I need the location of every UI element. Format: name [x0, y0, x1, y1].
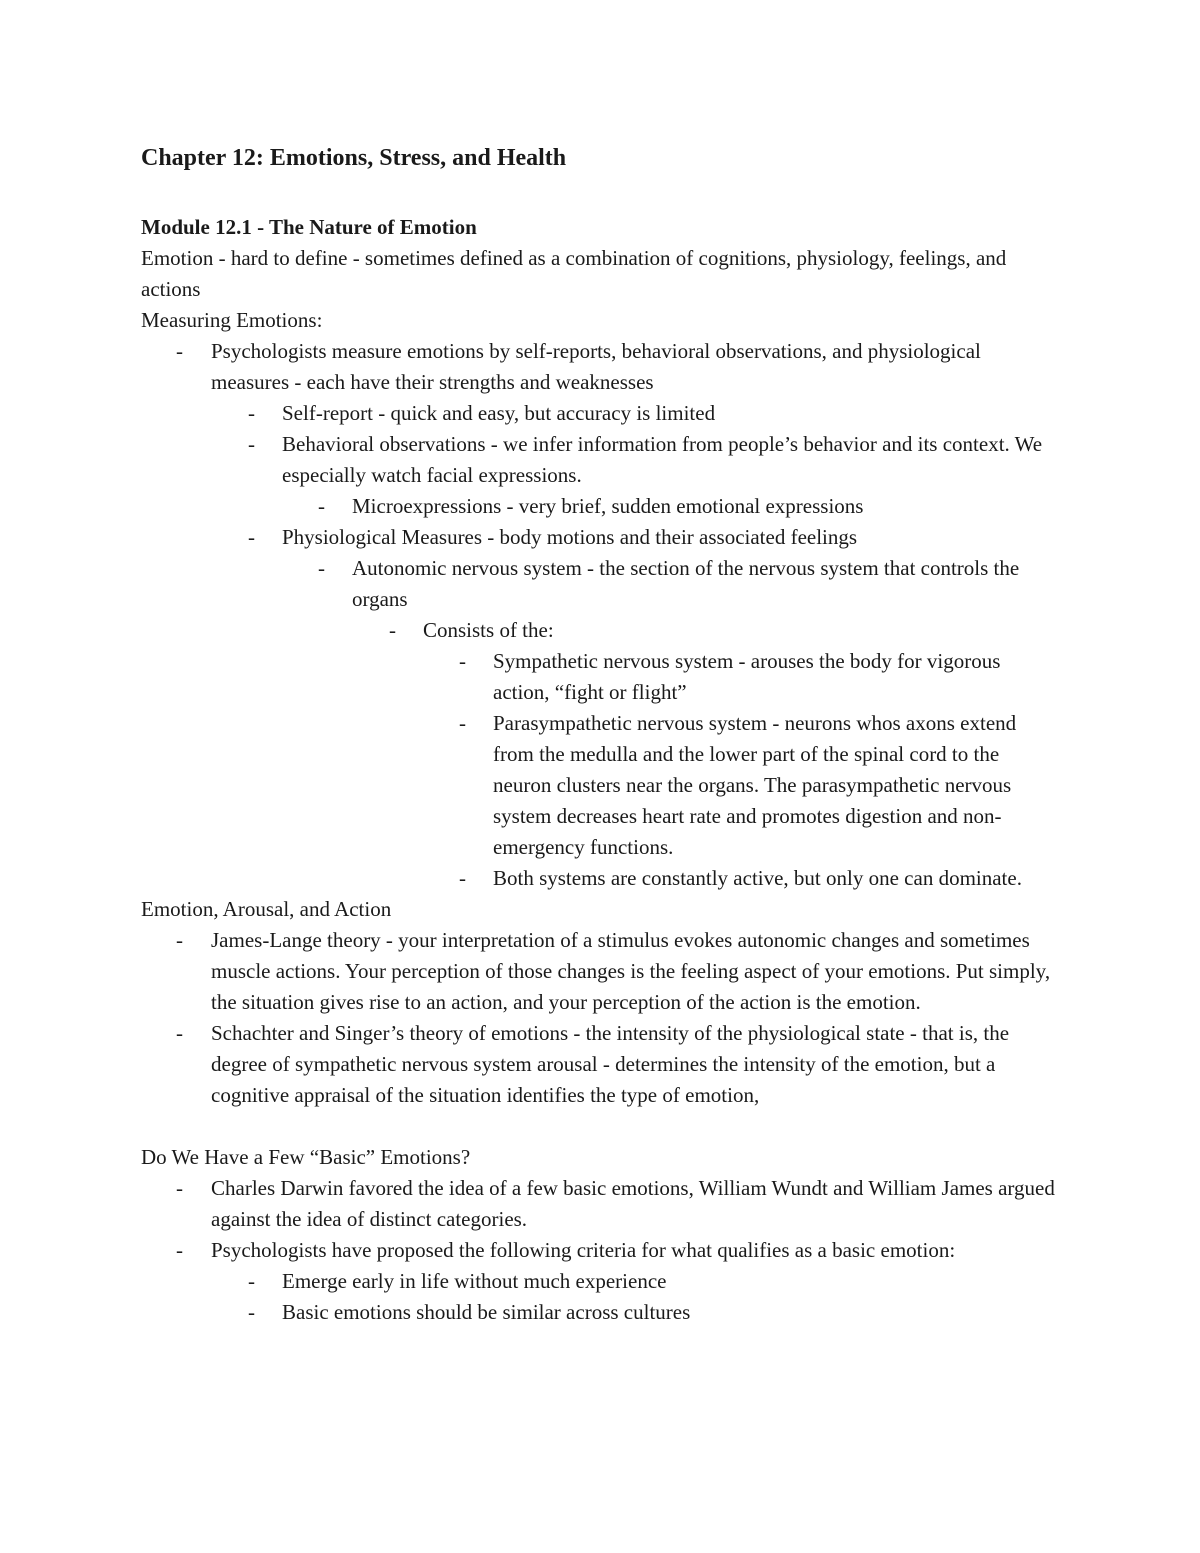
list-item	[141, 646, 1061, 708]
list-item	[141, 863, 1061, 894]
list-item	[141, 1297, 1061, 1328]
list-item-text: Behavioral observations - we infer information from people’s behavior and its context. We especially watch facial expressions.	[282, 432, 1043, 487]
list-item-text: Autonomic nervous system - the section of the nervous system that controls the organs	[352, 556, 1020, 611]
list-item-text: Schachter and Singer’s theory of emotions - the intensity of the physiological state - that is, the degree of sympathetic nervous system arousal - determines the intensity of the emotion, but a cognitive appraisal of the situation identifies the type of emotion,	[211, 1021, 1010, 1107]
list-item	[141, 1266, 1061, 1297]
bullet-dash: -	[318, 494, 325, 518]
bullet-dash: -	[176, 339, 183, 363]
module-heading: Module 12.1 - The Nature of Emotion	[141, 215, 477, 239]
document-body	[141, 141, 1061, 1328]
list-item-text: Consists of the:	[423, 618, 554, 642]
bullet-dash: -	[176, 928, 183, 952]
bullet-dash: -	[248, 525, 255, 549]
blank-line	[141, 1111, 1061, 1142]
bullet-dash: -	[459, 866, 466, 890]
list-item-text: Parasympathetic nervous system - neurons whos axons extend from the medulla and the lower part of the spinal cord to the neuron clusters near the organs. The parasympathetic nervous system decreases heart rate and promotes digestion and non-emergency functions.	[493, 711, 1017, 859]
bullet-dash: -	[176, 1176, 183, 1200]
arousal-heading: Emotion, Arousal, and Action	[141, 897, 392, 921]
list-item-text: Emerge early in life without much experience	[282, 1269, 667, 1293]
bullet-dash: -	[248, 1300, 255, 1324]
list-item	[141, 1018, 1061, 1111]
bullet-dash: -	[459, 649, 466, 673]
list-item-text: Sympathetic nervous system - arouses the body for vigorous action, “fight or flight”	[493, 649, 1001, 704]
list-item	[141, 925, 1061, 1018]
list-item	[141, 708, 1061, 863]
list-item	[141, 615, 1061, 646]
list-item	[141, 553, 1061, 615]
bullet-dash: -	[248, 1269, 255, 1293]
bullet-dash: -	[176, 1021, 183, 1045]
chapter-title: Chapter 12: Emotions, Stress, and Health	[141, 145, 567, 171]
bullet-dash: -	[459, 711, 466, 735]
list-item-text: Charles Darwin favored the idea of a few basic emotions, William Wundt and William James argued against the idea of distinct categories.	[211, 1176, 1055, 1231]
list-item-text: Psychologists measure emotions by self-reports, behavioral observations, and physiological measures - each have their strengths and weaknesses	[211, 339, 981, 394]
list-item-text: James-Lange theory - your interpretation of a stimulus evokes autonomic changes and sometimes muscle actions. Your perception of those changes is the feeling aspect of your emotions. Put simply, the situation gives rise to an action, and your perception of the action is the emotion.	[211, 928, 1051, 1014]
bullet-dash: -	[318, 556, 325, 580]
basic-emotions-heading: Do We Have a Few “Basic” Emotions?	[141, 1145, 471, 1169]
list-item	[141, 1235, 1061, 1266]
bullet-dash: -	[389, 618, 396, 642]
list-item	[141, 336, 1061, 398]
bullet-dash: -	[248, 401, 255, 425]
list-item-text: Physiological Measures - body motions and their associated feelings	[282, 525, 858, 549]
list-item-text: Both systems are constantly active, but only one can dominate.	[493, 866, 1022, 890]
list-item-text: Basic emotions should be similar across cultures	[282, 1300, 691, 1324]
measuring-heading: Measuring Emotions:	[141, 308, 323, 332]
list-item	[141, 398, 1061, 429]
list-item	[141, 1173, 1061, 1235]
list-item-text: Psychologists have proposed the following criteria for what qualifies as a basic emotion:	[211, 1238, 956, 1262]
emotion-definition: Emotion - hard to define - sometimes defined as a combination of cognitions, physiology, feelings, and actions	[141, 246, 1007, 301]
list-item-text: Microexpressions - very brief, sudden emotional expressions	[352, 494, 864, 518]
list-item	[141, 491, 1061, 522]
list-item-text: Self-report - quick and easy, but accuracy is limited	[282, 401, 716, 425]
list-item	[141, 429, 1061, 491]
list-item	[141, 522, 1061, 553]
bullet-dash: -	[176, 1238, 183, 1262]
bullet-dash: -	[248, 432, 255, 456]
